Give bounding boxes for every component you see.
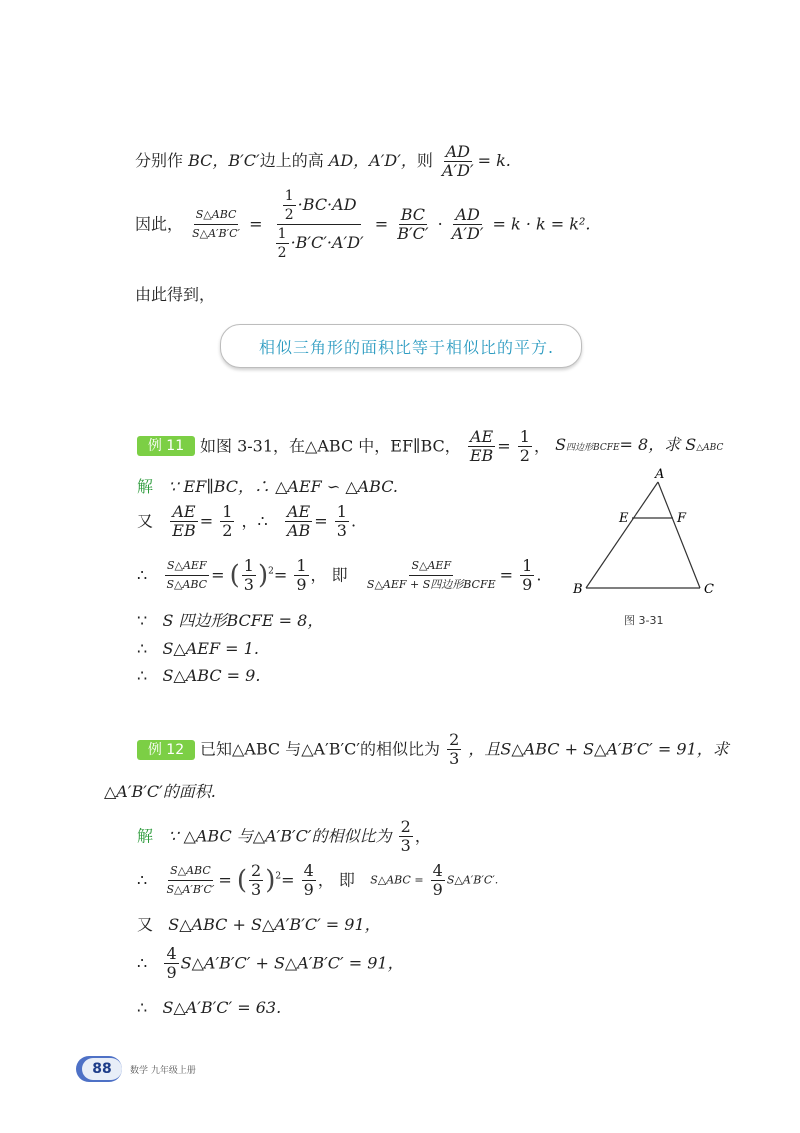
example-11-tag: 例 11 [137, 436, 195, 456]
figure-3-31 [570, 460, 730, 630]
ex11-solution-line6: ∴ S△ABC = 9. [137, 666, 261, 685]
half-product-fraction: $\frac{1}{2}$ ·BC·AD $\frac{1}{2}$ ·B′C′·A′D′ [277, 188, 364, 261]
ex11-solution-line5: ∴ S△AEF = 1. [137, 639, 259, 658]
triangle-side-ac [658, 482, 700, 588]
ex11-solution-line3: ∴ $\frac{\text{S△AEF}}{\text{S△ABC}}$ = ( $\frac{1}{3}$ )$^2$= $\frac{1}{9}$ ， 即 $\frac{\text{S△AEF}}{\text{S△AEF + S四边形BCFE}}$ = $\frac{1}{9}$ . [137, 556, 542, 594]
ex12-solution-line3: 又 S△ABC + S△A′B′C′ = 91， [137, 915, 381, 934]
example-12-tag: 例 12 [137, 740, 195, 760]
ex12-solution-line4: ∴ $\frac{4}{9}$ S△A′B′C′ + S△A′B′C′ = 91， [137, 944, 404, 982]
ex12-solution-line5: ∴ S△A′B′C′ = 63. [137, 998, 282, 1017]
book-title: 数学 九年级上册 [130, 1066, 196, 1076]
ex11-solution-line2: 又 $\frac{AE}{EB}$ = $\frac{1}{2}$ ，∴ $\frac{AE}{AB}$ = $\frac{1}{3}$ . [137, 502, 357, 540]
ad-ratio-fraction: $\frac{AD}{A'D'}$ [441, 142, 474, 180]
bc-ratio-fraction: $\frac{BC}{B'C'}$ [397, 205, 429, 243]
example-12-statement-2: △A′B′C′的面积. [104, 782, 216, 801]
label-f: F [677, 511, 687, 526]
page-number: 88 [82, 1058, 122, 1080]
area-ratio-fraction: $\frac{\text{S△ABC}}{S\triangle A'B'C'}$ [192, 208, 241, 240]
ex12-solution-line1: 解 ∵ △ABC 与△A′B′C′的相似比为 $\frac{2}{3}$ ， [137, 817, 431, 855]
example-11-statement: 如图 3-31，在△ABC 中，EF∥BC， $\frac{AE}{EB}$ = $\frac{1}{2}$ ， S四边形BCFE= 8，求 S△ABC [200, 427, 724, 465]
label-a: A [655, 467, 665, 482]
example-12-statement: 已知△ABC 与△A′B′C′的相似比为 $\frac{2}{3}$ ，且S△ABC + S△A′B′C′ = 91，求 [200, 730, 729, 768]
intro-line1: 分别作 BC，B′C′边上的高 AD，A′D′，则 $\frac{AD}{A'D'}$ = k. [135, 142, 511, 180]
ex11-solution-line4: ∵ S 四边形BCFE = 8， [137, 611, 324, 630]
ex11-solution-line1: 解 ∵ EF∥BC，∴ △AEF ∽ △ABC. [137, 477, 398, 496]
triangle-side-ab [586, 482, 658, 588]
intro-area-derivation: 因此， $\frac{\text{S△ABC}}{S\triangle A'B'C'}$ = $\frac{1}{2}$ ·BC·AD $\frac{1}{2}$ ·B′C′·A′D′ = $\frac{BC}{B'C'}$ · $\frac{AD}{A'D'}$ = k · k = k². [135, 188, 591, 261]
label-e: E [619, 511, 629, 526]
intro-hence: 由此得到， [135, 285, 216, 304]
label-c: C [704, 582, 714, 597]
ad-ratio-fraction-2: $\frac{AD}{A'D'}$ [451, 205, 484, 243]
theorem-text: 相似三角形的面积比等于相似比的平方. [259, 338, 555, 357]
label-b: B [573, 582, 583, 597]
ex12-solution-line2: ∴ $\frac{\text{S△ABC}}{S\triangle A'B'C'}$ = ( $\frac{2}{3}$ )$^2$= $\frac{4}{9}$ ， 即 S△ABC = $\frac{4}{9}$ S△A′B′C′. [137, 861, 499, 899]
figure-caption: 图 3-31 [624, 614, 664, 627]
